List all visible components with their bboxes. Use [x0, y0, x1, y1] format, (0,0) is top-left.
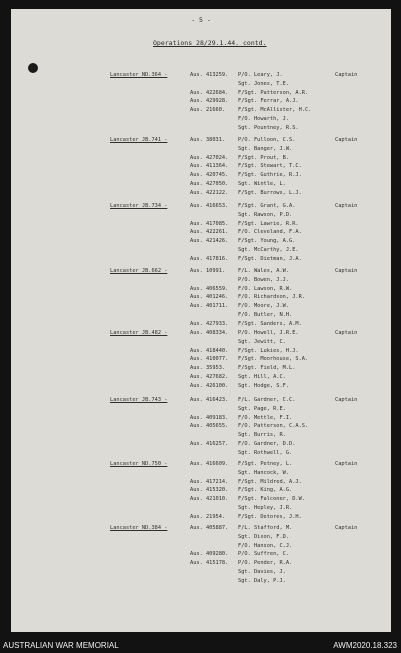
service-number: Aus. 427933.: [190, 320, 229, 327]
crew-row: [11, 285, 391, 294]
crew-name: Sgt. Jewitt, C.: [238, 338, 286, 345]
crew-row: [11, 71, 391, 80]
service-number: Aus. 416609.: [190, 461, 229, 467]
crew-row: [11, 180, 391, 189]
service-number: Aus. 421426.: [190, 238, 229, 245]
service-number: Aus. 417214.: [190, 478, 229, 485]
crew-name: F/Sgt. Dietman, J.A.: [238, 255, 302, 262]
crew-name: P/O. Bowen, J.J.: [238, 276, 290, 283]
crew-name: F/Sgt. Patterson, A.R.: [238, 89, 309, 96]
crew-row: [11, 80, 391, 89]
aircraft-label: Lancaster JB.482 -: [110, 330, 168, 336]
crew-row: [11, 220, 391, 229]
service-number: Aus. 421010.: [190, 496, 229, 503]
crew-rank: Captain: [335, 268, 358, 274]
crew-name: Sgt. Hepley, J.R.: [238, 504, 293, 511]
crew-name: F/O. Mettle, F.I.: [238, 414, 293, 421]
service-number: Aus. 409183.: [190, 414, 229, 421]
crew-row: [11, 97, 391, 106]
crew-row: [11, 246, 391, 255]
footer-institution: AUSTRALIAN WAR MEMORIAL: [3, 641, 119, 650]
crew-name: F/Sgt. Detores, J.H.: [238, 513, 302, 520]
crew-name: F/L. Gardner, C.C.: [238, 397, 296, 403]
crew-row: [11, 106, 391, 115]
crew-row: [11, 559, 391, 568]
service-number: Aus. 416423.: [190, 397, 229, 403]
aircraft-label: Lancaster JB.662 -: [110, 268, 168, 274]
document-page: [11, 9, 391, 632]
crew-row: [11, 136, 391, 145]
service-number: Aus. 411364.: [190, 163, 229, 170]
crew-row: [11, 311, 391, 320]
crew-row: [11, 486, 391, 495]
crew-name: F/L. Stafford, M.: [238, 525, 293, 531]
footer-bar: [0, 636, 401, 653]
service-number: Aus. 420745.: [190, 172, 229, 179]
crew-row: [11, 171, 391, 180]
service-number: Aus. 416257.: [190, 440, 229, 447]
crew-row: [11, 267, 391, 276]
service-number: Aus. 416653.: [190, 203, 229, 209]
aircraft-label: Lancaster JB.734 -: [110, 203, 168, 209]
crew-row: [11, 405, 391, 414]
crew-row: [11, 255, 391, 264]
service-number: Aus. 35953.: [190, 365, 226, 372]
crew-row: [11, 302, 391, 311]
crew-row: [11, 162, 391, 171]
aircraft-label: Lancaster JB.741 -: [110, 137, 168, 143]
crew-name: Sgt. Hill, A.C.: [238, 373, 286, 380]
crew-rank: Captain: [335, 72, 358, 78]
service-number: Aus. 401246.: [190, 294, 229, 301]
service-number: Aus. 427682.: [190, 373, 229, 380]
crew-row: [11, 320, 391, 329]
crew-name: F/O. Cleveland, F.A.: [238, 229, 302, 236]
crew-row: [11, 228, 391, 237]
crew-row: [11, 276, 391, 285]
crew-section: [11, 329, 391, 391]
crew-row: [11, 431, 391, 440]
service-number: Aus. 429928.: [190, 98, 229, 105]
aircraft-label: Lancaster ND.750 -: [110, 461, 168, 467]
crew-row: [11, 533, 391, 542]
service-number: Aus. 410077.: [190, 356, 229, 363]
crew-name: Sgt. Rothwell, G.: [238, 449, 293, 456]
service-number: Aus. 415320.: [190, 487, 229, 494]
crew-row: [11, 513, 391, 522]
crew-name: F/Sgt. Mildred, A.J.: [238, 478, 302, 485]
crew-section: [11, 267, 391, 329]
crew-section: [11, 396, 391, 458]
crew-rank: Captain: [335, 137, 358, 143]
service-number: Aus. 422261.: [190, 229, 229, 236]
crew-row: [11, 396, 391, 405]
crew-row: [11, 364, 391, 373]
crew-name: F/Sgt. Sanders, A.M.: [238, 320, 302, 327]
crew-row: [11, 469, 391, 478]
crew-name: P/O. Pender, R.A.: [238, 560, 293, 567]
crew-row: [11, 373, 391, 382]
service-number: Aus. 418440.: [190, 347, 229, 354]
service-number: Aus. 422684.: [190, 89, 229, 96]
crew-name: P/O. Howell, J.R.E.: [238, 330, 299, 336]
aircraft-label: Lancaster ND.384 -: [110, 525, 168, 531]
crew-name: Sgt. Davies, J.: [238, 568, 286, 575]
service-number: Aus. 38031.: [190, 137, 226, 143]
crew-name: F/Sgt. Guthrie, R.J.: [238, 172, 302, 179]
crew-row: [11, 115, 391, 124]
crew-name: F/O. Lawson, R.W.: [238, 285, 293, 292]
crew-name: P/O. Fulloon, C.S.: [238, 137, 296, 143]
crew-row: [11, 414, 391, 423]
crew-section: [11, 202, 391, 264]
crew-row: [11, 382, 391, 391]
crew-row: [11, 355, 391, 364]
crew-name: F/Sgt. Moorhouse, S.A.: [238, 356, 309, 363]
page-number: - 5 -: [191, 16, 211, 24]
crew-name: Sgt. Hodge, S.F.: [238, 382, 290, 389]
service-number: Aus. 10991.: [190, 268, 226, 274]
service-number: Aus. 426100.: [190, 382, 229, 389]
crew-row: [11, 495, 391, 504]
service-number: Aus. 406559.: [190, 285, 229, 292]
crew-name: F/O. Moore, J.W.: [238, 303, 290, 310]
crew-name: F/Sgt. Stewart, T.C.: [238, 163, 302, 170]
crew-name: F/Sgt. Grant, G.A.: [238, 203, 296, 209]
crew-row: [11, 504, 391, 513]
crew-row: [11, 347, 391, 356]
crew-row: [11, 440, 391, 449]
crew-name: F/Sgt. King, A.G.: [238, 487, 293, 494]
crew-name: F/Sgt. McAllister, H.C.: [238, 107, 312, 114]
crew-row: [11, 202, 391, 211]
crew-row: [11, 577, 391, 586]
aircraft-label: Lancaster JB.743 -: [110, 397, 168, 403]
footer-accession: AWM2020.18.323: [333, 641, 397, 650]
service-number: Aus. 408334.: [190, 330, 229, 336]
service-number: Aus. 417085.: [190, 220, 229, 227]
crew-name: F/Sgt. Falconer, D.W.: [238, 496, 305, 503]
crew-name: Sgt. Page, R.E.: [238, 405, 286, 412]
crew-name: Sgt. Jones, T.E.: [238, 80, 290, 87]
crew-name: F/O. Gardner, D.D.: [238, 440, 296, 447]
crew-name: F/Sgt. Ferrar, A.J.: [238, 98, 299, 105]
service-number: Aus. 427024.: [190, 154, 229, 161]
crew-name: F/Sgt. Petney, L.: [238, 461, 293, 467]
crew-row: [11, 329, 391, 338]
page-title: Operations 28/29.1.44. contd.: [153, 39, 267, 47]
crew-name: Sgt. Daly, P.J.: [238, 577, 286, 584]
service-number: Aus. 401711.: [190, 303, 229, 310]
crew-name: Sgt. McCarthy, J.E.: [238, 246, 299, 253]
crew-rank: Captain: [335, 525, 358, 531]
crew-row: [11, 422, 391, 431]
crew-name: F/Sgt. Lawrie, R.R.: [238, 220, 299, 227]
crew-name: Sgt. Wintle, L.: [238, 180, 286, 187]
service-number: Aus. 422122.: [190, 189, 229, 196]
crew-row: [11, 154, 391, 163]
crew-name: F/O. Patterson, C.A.S.: [238, 423, 309, 430]
crew-row: [11, 550, 391, 559]
crew-row: [11, 524, 391, 533]
crew-name: P/O. Leary, J.: [238, 72, 283, 78]
crew-row: [11, 124, 391, 133]
crew-name: F/Sgt. Field, M.L.: [238, 365, 296, 372]
crew-name: F/Sgt. Lukies, H.J.: [238, 347, 299, 354]
crew-name: F/O. Hanson, C.J.: [238, 542, 293, 549]
service-number: Aus. 21954.: [190, 513, 226, 520]
crew-name: F/O. Richardson, J.R.: [238, 294, 305, 301]
crew-name: Sgt. Pountney, R.S.: [238, 124, 299, 131]
crew-name: F/Sgt. Burrows, L.J.: [238, 189, 302, 196]
crew-section: [11, 71, 391, 133]
crew-section: [11, 136, 391, 198]
crew-rank: Captain: [335, 397, 358, 403]
crew-name: F/O. Howarth, J.: [238, 115, 290, 122]
crew-row: [11, 460, 391, 469]
crew-row: [11, 145, 391, 154]
service-number: Aus. 405887.: [190, 525, 229, 531]
crew-name: Sgt. Burris, R.: [238, 432, 286, 439]
crew-row: [11, 542, 391, 551]
crew-name: F/O. Butler, N.H.: [238, 311, 293, 318]
crew-row: [11, 211, 391, 220]
crew-rank: Captain: [335, 461, 358, 467]
service-number: Aus. 21660.: [190, 107, 226, 114]
service-number: Aus. 405655.: [190, 423, 229, 430]
crew-name: Sgt. Hancock, W.: [238, 469, 290, 476]
aircraft-label: Lancaster ND.364 -: [110, 72, 168, 78]
crew-section: [11, 524, 391, 586]
crew-name: Sgt. Rawson, P.D.: [238, 211, 293, 218]
crew-rank: Captain: [335, 330, 358, 336]
crew-row: [11, 189, 391, 198]
crew-row: [11, 568, 391, 577]
crew-row: [11, 293, 391, 302]
crew-name: F/Sgt. Prout, B.: [238, 154, 290, 161]
crew-name: Sgt. Dixon, F.D.: [238, 533, 290, 540]
crew-row: [11, 478, 391, 487]
crew-row: [11, 338, 391, 347]
service-number: Aus. 413259.: [190, 72, 229, 78]
crew-row: [11, 449, 391, 458]
crew-row: [11, 89, 391, 98]
service-number: Aus. 409280.: [190, 551, 229, 558]
crew-name: F/L. Wales, A.W.: [238, 268, 290, 274]
service-number: Aus. 415178.: [190, 560, 229, 567]
crew-name: P/O. Suffren, C.: [238, 551, 290, 558]
service-number: Aus. 427050.: [190, 180, 229, 187]
crew-row: [11, 237, 391, 246]
crew-rank: Captain: [335, 203, 358, 209]
service-number: Aus. 417816.: [190, 255, 229, 262]
crew-section: [11, 460, 391, 522]
crew-name: Sgt. Banger, J.W.: [238, 145, 293, 152]
crew-name: F/Sgt. Young, A.G.: [238, 238, 296, 245]
